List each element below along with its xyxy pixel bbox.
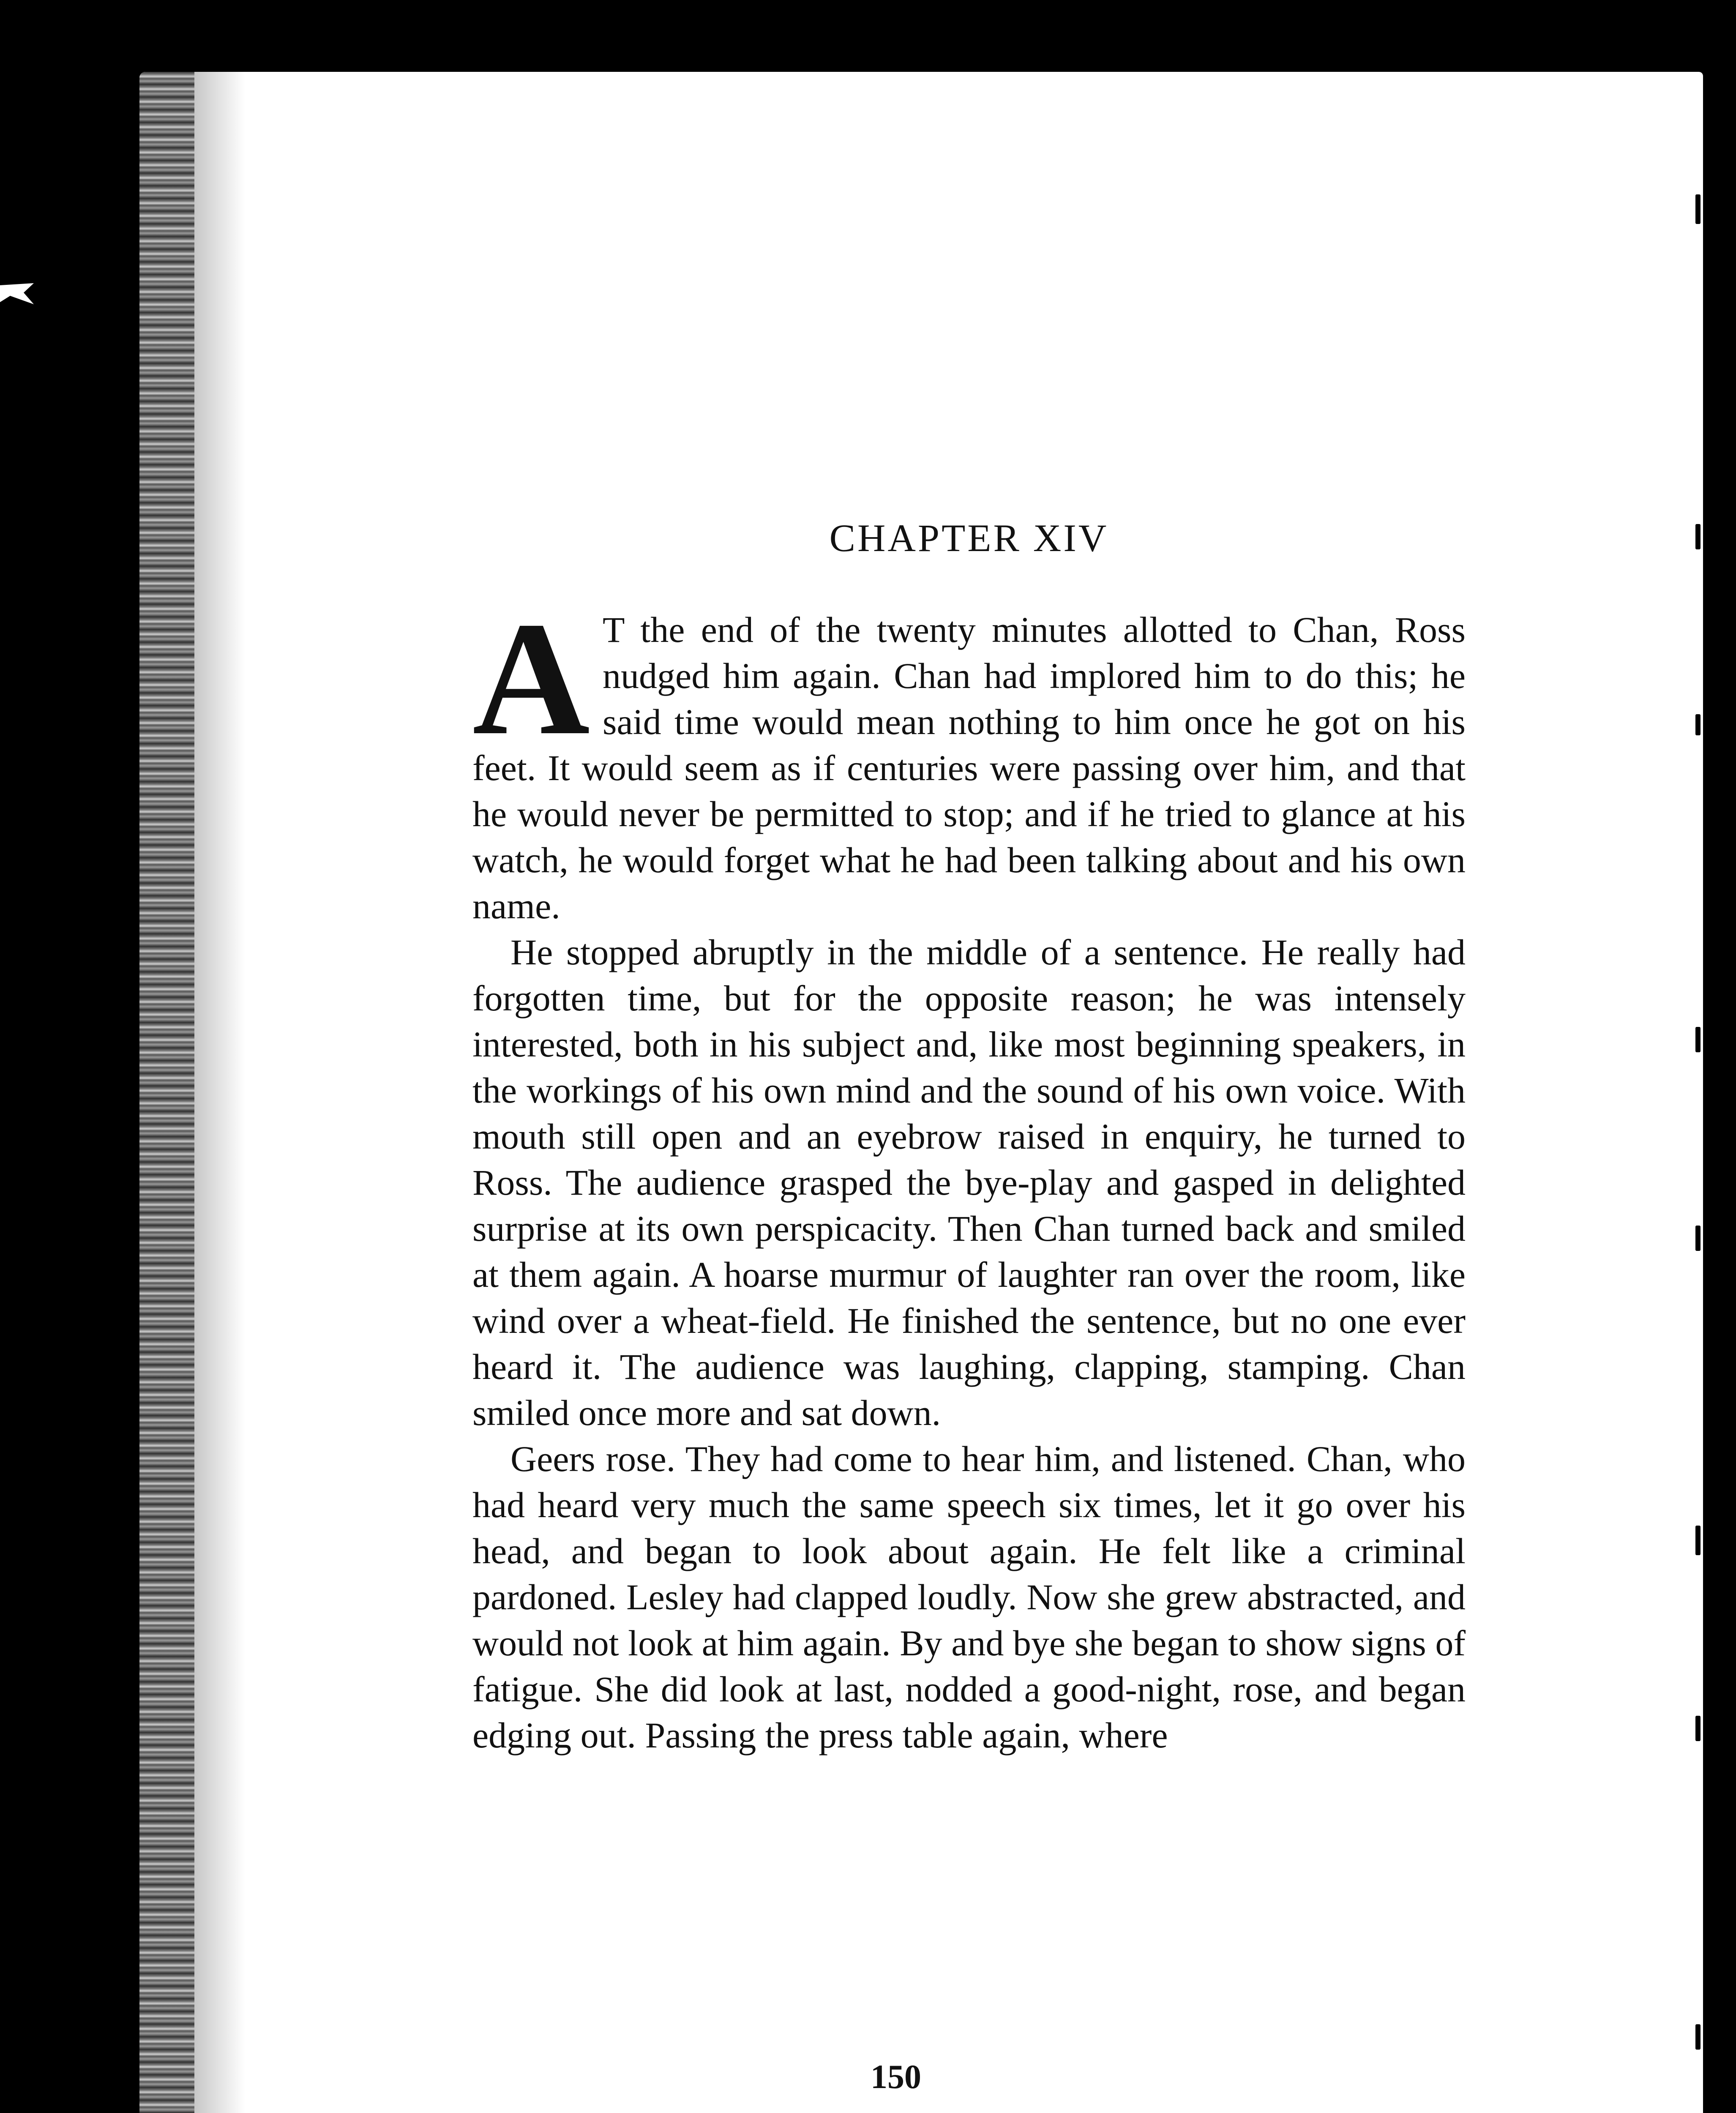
scan-speck bbox=[1695, 2024, 1701, 2050]
scan-speck bbox=[1695, 194, 1701, 224]
paragraph: Geers rose. They had come to hear him, and listened. Chan, who had heard very much the same speech six times, let it go over his head, and began to look about again. He felt like a criminal pardoned. Lesley had clapped loudly. Now she grew abstracted, and would not look at him again. By and bye she began to show signs of fatigue. She did look at last, nodded a good-night, rose, and began edging out. Passing the press table again, where bbox=[472, 1439, 1466, 1755]
scan-speck bbox=[1695, 1027, 1701, 1052]
scan-artifact bbox=[0, 283, 34, 304]
chapter-body bbox=[472, 589, 1466, 1758]
paragraph bbox=[472, 589, 1466, 929]
scan-speck bbox=[1695, 1716, 1701, 1741]
scan-speck bbox=[1695, 524, 1701, 549]
page-number: 150 bbox=[871, 2058, 921, 2096]
chapter-title: CHAPTER XIV bbox=[829, 516, 1109, 560]
text-column bbox=[472, 516, 1466, 1758]
gutter-shadow bbox=[194, 72, 245, 2113]
drop-cap: A bbox=[472, 589, 590, 769]
page-gutter bbox=[139, 72, 194, 2113]
scan-speck bbox=[1695, 1526, 1701, 1555]
paragraph: He stopped abruptly in the middle of a sentence. He really had forgotten time, but for the opposite reason; he was intensely interested, both in his subject and, like most beginning speakers, in the workings of his own mind and the sound of his own voice. With mouth still open and an eyebrow raised in enquiry, he turned to Ross. The audience grasped the bye-play and gasped in delighted surprise at its own perspicacity. Then Chan turned back and smiled at them again. A hoarse murmur of laughter ran over the room, like wind over a wheat-field. He finished the sentence, but no one ever heard it. The audience was laughing, clapping, stamping. Chan smiled once more and sat down. bbox=[472, 932, 1466, 1433]
scan-speck bbox=[1695, 1226, 1701, 1251]
scan-speck bbox=[1695, 714, 1701, 735]
paragraph-text: T the end of the twenty minutes allotted to Chan, Ross nudged him again. Chan had implored him to do this; he said time would mean nothing to him once he got on his feet. It would seem as if centuries were passing over him, and that he would never be permitted to stop; and if he tried to glance at his watch, he would forget what he had been talking about and his own name. bbox=[472, 609, 1466, 926]
